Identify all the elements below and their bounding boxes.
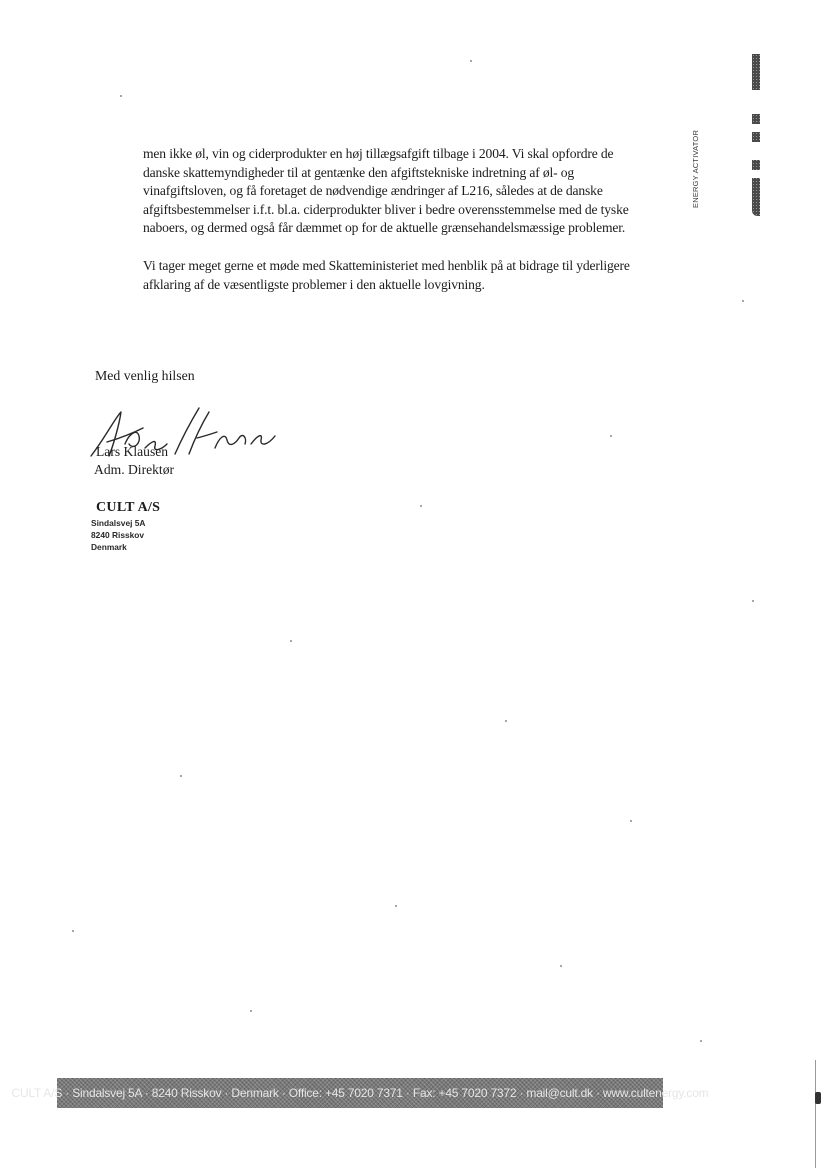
scan-speck [120, 95, 122, 97]
signer-title: Adm. Direktør [94, 462, 175, 477]
scan-speck [700, 1040, 702, 1042]
cult-logo-icon [690, 48, 760, 218]
scan-speck [290, 640, 292, 642]
footer-bar [11, 1078, 709, 1108]
scan-speck [505, 720, 507, 722]
scan-speck [72, 930, 74, 932]
sender-country: Denmark [91, 542, 127, 552]
scan-speck [250, 1010, 252, 1012]
scan-speck [395, 905, 397, 907]
scan-speck [180, 775, 182, 777]
page-edge-line [815, 1060, 816, 1168]
letter-body [143, 145, 688, 313]
paragraph-1: men ikke øl, vin og ciderprodukter en høj tillægsafgift tilbage i 2004. Vi skal opfordre de danske skattemyndigheder til at gentænke den afgiftstekniske indretning af øl- og vinafgiftsloven, og få foretaget de nødvendige ændringer af L216, således at de danske afgiftsbestemmelser i.f.t. bl.a. ciderprodukter bliver i bedre overensstemmelse med de tyske naboers, og dermed også får dæmmet op for de aktuelle grænsehandelsmæssige problemer. [143, 146, 629, 236]
paragraph-2: Vi tager meget gerne et møde med Skatteministeriet med henblik på at bidrage til yderligere afklaring af de væsentligste problemer i den aktuelle lovgivning. [143, 257, 630, 292]
scan-speck [470, 60, 472, 62]
scan-speck [742, 300, 744, 302]
closing-salutation: Med venlig hilsen [95, 368, 195, 383]
scan-speck [560, 965, 562, 967]
scan-speck [610, 435, 612, 437]
logo-tagline: ENERGY ACTIVATOR [691, 129, 700, 208]
scan-speck [752, 600, 754, 602]
page-edge-mark [815, 1092, 821, 1104]
signer-name: Lars Klausen [96, 444, 169, 459]
footer-contact-text: CULT A/S · Sindalsvej 5A · 8240 Risskov · Denmark · Office: +45 7020 7371 · Fax: +45 7020 7372 · mail@cult.dk · www.cultenergy.com [11, 1086, 709, 1100]
sender-company: CULT A/S [96, 500, 161, 515]
scan-speck [630, 820, 632, 822]
sender-street: Sindalsvej 5A [91, 518, 146, 528]
scan-speck [420, 505, 422, 507]
sender-city: 8240 Risskov [91, 530, 145, 540]
